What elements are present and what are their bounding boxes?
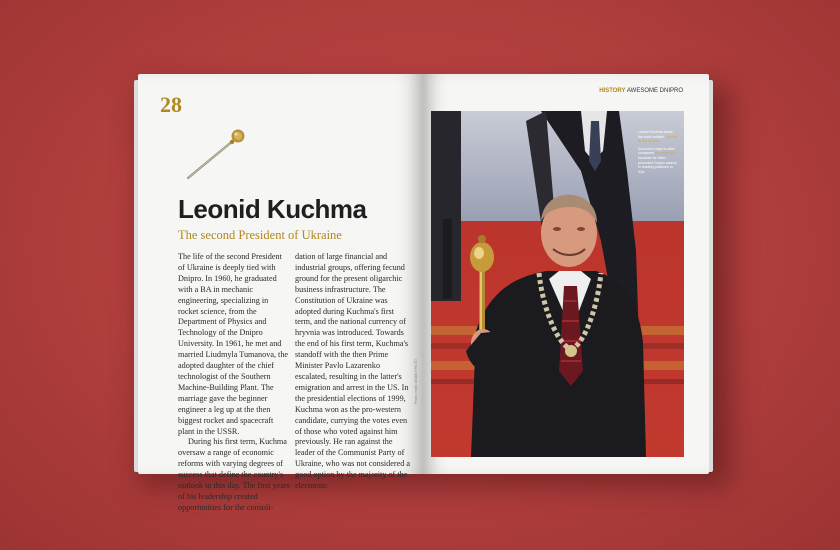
paragraph: dation of large financial and industrial groups, offering fecund ground for the present oligarchic business infrastructure. The Constitution of Ukraine was adopted during Kuchma's first term, and the national currency of hryvnia was introduced. Towards the end of his first term, Kuchma's standoff with the then Prime Minister Pavlo Lazarenko escalated, resulting in the latter's emigration and arrest in the US. In the presidential elections of 1999, Kuchma won as the pro-western candidate, currying the votes even of those who voted against him previously. He ran against the leader of the Communist Party of Ukraine, who was not considered a good option by the majority of the electorate. [295, 252, 411, 491]
paragraph: The life of the second President of Ukraine is deeply tied with Dnipro. In 1960, he graduated with a BA in mechanic engineering, specializing in rocket science, from the Department of Physics and Technology of the Dnipro University. In 1961, he met and married Liudmyla Tumanova, the adopted daughter of the chief technologist of the Southern Machine-Building Plant. The marriage gave the beginner engineer a leg up at the then biggest rocket and spacecraft plant in the USSR. [178, 252, 289, 436]
article-title: Leonid Kuchma [178, 194, 367, 224]
text-column-1 [178, 252, 290, 514]
photo-credit: Photo credit: UNIAN PHOTO [414, 359, 418, 404]
caption-paragraph: Kuchma's reign is often compared to Brezhnev's because he often promoted Dnipro cadres to leading positions in Kyiv [638, 146, 677, 174]
mace-icon [182, 126, 254, 182]
right-page [423, 74, 709, 474]
text-column-2 [295, 252, 411, 492]
caption-highlight: to Brezhnev's [654, 151, 677, 156]
paragraph: During his first term, Kuchma oversaw a range of economic reforms with varying degrees of success that define the country's outlook to this day. The first years of his leadership created opportunities for the consoli- [178, 437, 290, 512]
left-page [138, 74, 423, 512]
page-number: 28 [160, 92, 182, 117]
article-subtitle: The second President of Ukraine [178, 228, 342, 242]
magazine-name: AWESOME DNIPRO [626, 88, 683, 94]
caption-paragraph: Leonid Kuchma wrote the book entitled Ukraine is not Russia [638, 130, 678, 144]
running-header [599, 88, 683, 94]
section-label: HISTORY [599, 88, 626, 94]
kuchma-photo [431, 111, 684, 457]
caption-highlight: Ukraine is not Russia [638, 134, 678, 144]
photo-caption [638, 130, 678, 177]
